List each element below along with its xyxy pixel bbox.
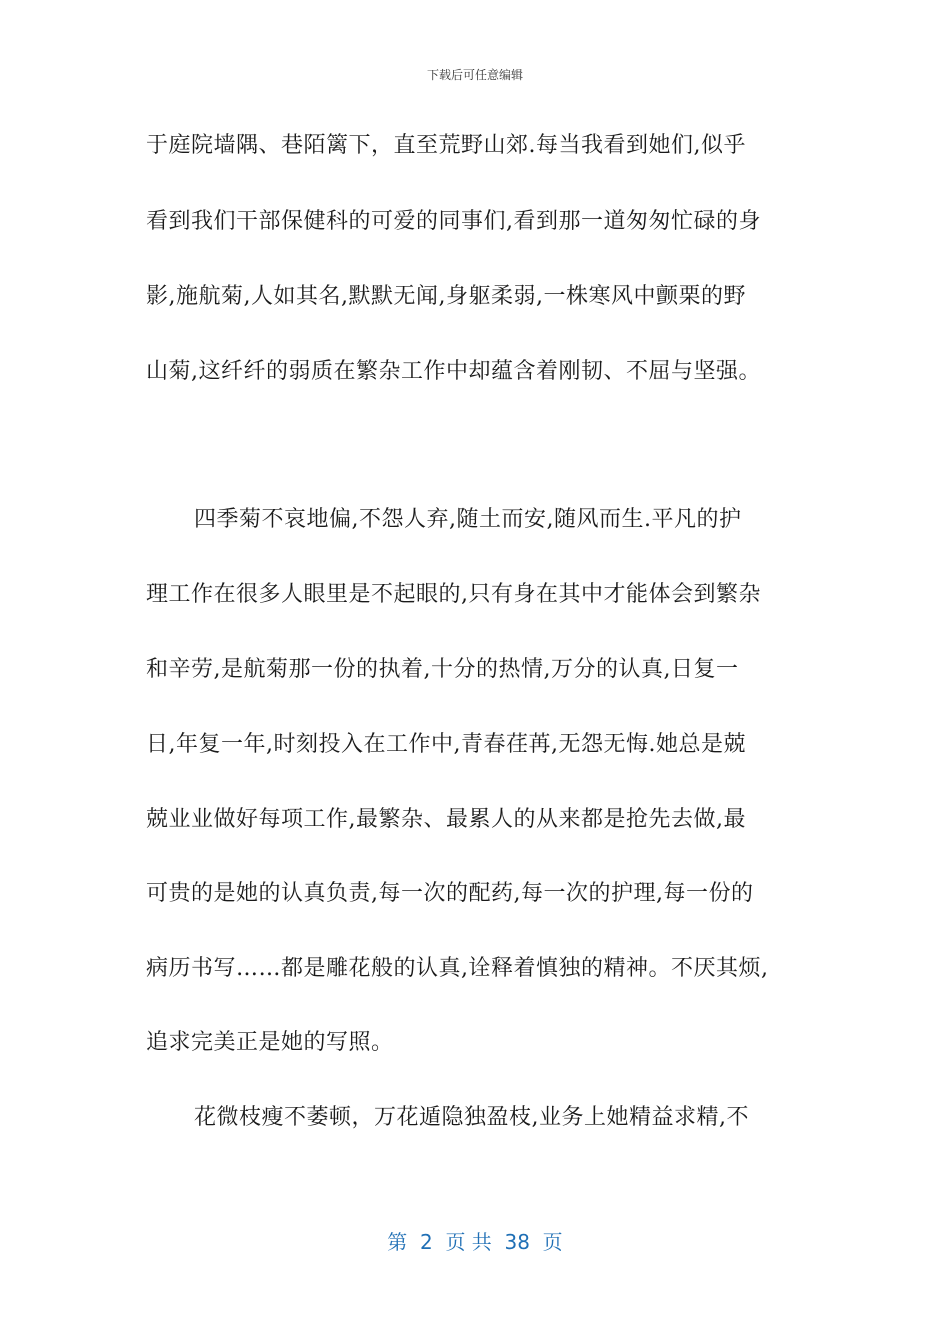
body-line: 兢业业做好每项工作,最繁杂、最累人的从来都是抢先去做,最: [146, 807, 746, 832]
body-line: 理工作在很多人眼里是不起眼的,只有身在其中才能体会到繁杂: [146, 582, 761, 607]
body-line: 于庭院墙隅、巷陌篱下，直至荒野山郊.每当我看到她们,似乎: [146, 133, 746, 158]
body-line: 病历书写……都是雕花般的认真,诠释着慎独的精神。不厌其烦,: [146, 956, 769, 981]
body-line: 日,年复一年,时刻投入在工作中,青春荏苒,无怨无悔.她总是兢: [146, 732, 746, 757]
body-line: 山菊,这纤纤的弱质在繁杂工作中却蕴含着刚韧、不屈与坚强。: [146, 359, 761, 384]
body-line: 四季菊不哀地偏,不怨人弃,随土而安,随风而生.平凡的护: [194, 507, 742, 532]
page-number: 第 2 页 共 38 页: [387, 1230, 563, 1254]
body-line: 追求完美正是她的写照。: [146, 1030, 394, 1055]
body-line: 影,施航菊,人如其名,默默无闻,身躯柔弱,一株寒风中颤栗的野: [146, 284, 746, 309]
body-line: 可贵的是她的认真负责,每一次的配药,每一次的护理,每一份的: [146, 881, 754, 906]
body-line: 看到我们干部保健科的可爱的同事们,看到那一道匆匆忙碌的身: [146, 209, 761, 234]
body-line: 花微枝瘦不萎顿，万花遁隐独盈枝,业务上她精益求精,不: [194, 1105, 749, 1130]
body-line: 和辛劳,是航菊那一份的执着,十分的热情,万分的认真,日复一: [146, 657, 739, 682]
header-note: 下载后可任意编辑: [426, 68, 523, 82]
